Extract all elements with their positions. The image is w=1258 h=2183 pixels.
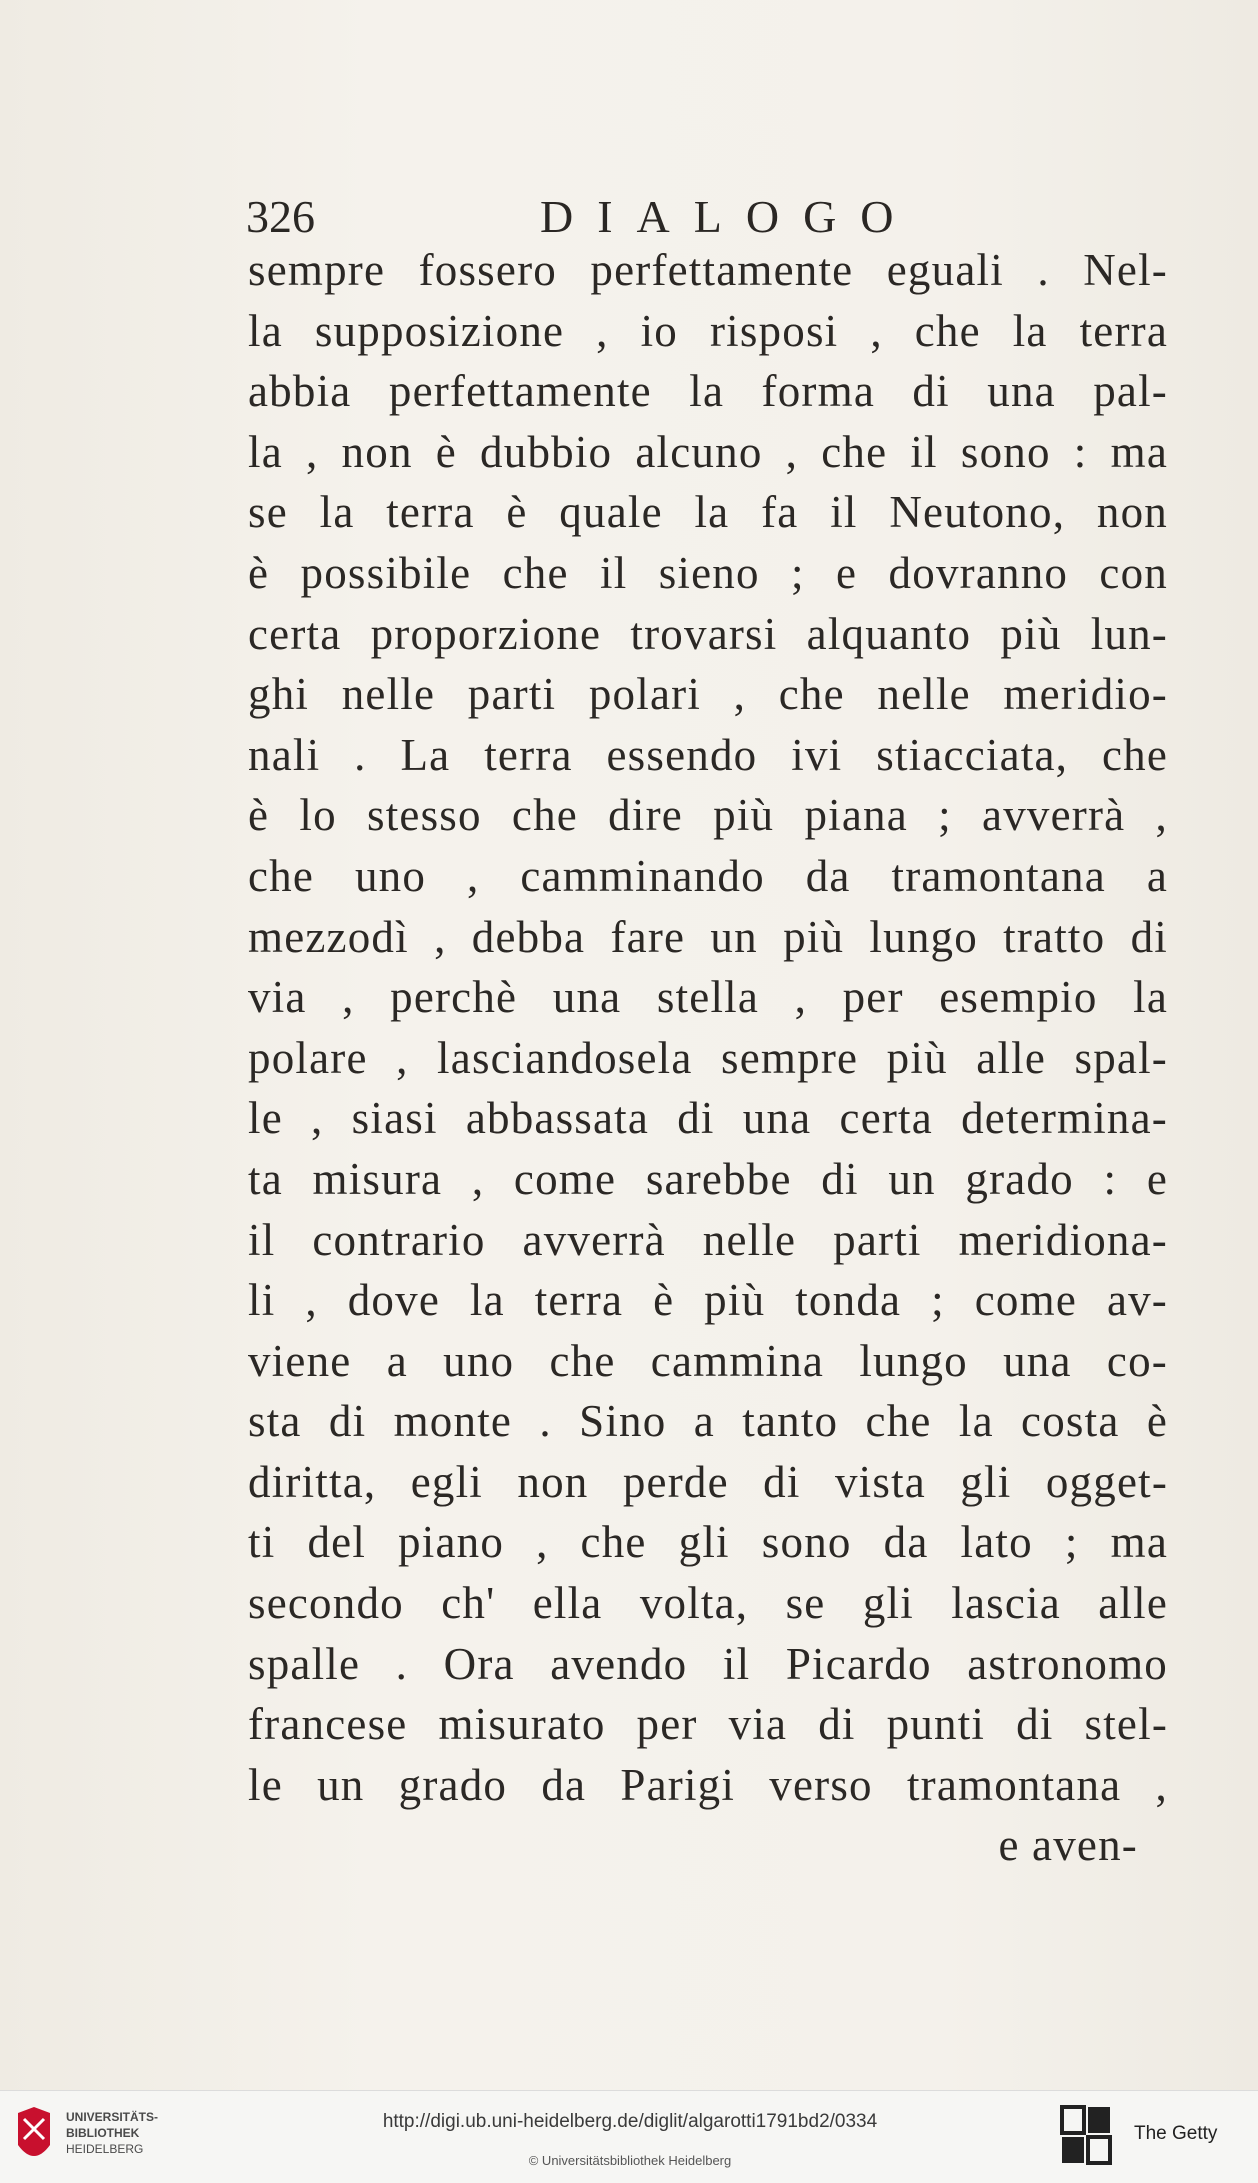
university-library-name	[66, 2109, 158, 2157]
text-line: ghi nelle parti polari , che nelle meridio-	[248, 669, 1168, 720]
university-library-logo-icon	[14, 2105, 54, 2169]
text-line: diritta, egli non perde di vista gli ogget-	[248, 1456, 1168, 1507]
viewer-footer	[0, 2090, 1258, 2183]
copyright-notice: © Universitätsbibliothek Heidelberg	[528, 2153, 732, 2168]
permalink-url[interactable]: http://digi.ub.uni-heidelberg.de/diglit/algarotti1791bd2/0334	[382, 2111, 878, 2132]
text-line: le , siasi abbassata di una certa determina-	[248, 1093, 1168, 1144]
page-number: 326	[246, 191, 315, 242]
text-line: ta misura , come sarebbe di un grado : e	[248, 1153, 1168, 1204]
text-line: via , perchè una stella , per esempio la	[248, 972, 1168, 1023]
text-line: il contrario avverrà nelle parti meridiona-	[248, 1214, 1168, 1265]
text-line: mezzodì , debba fare un più lungo tratto di	[248, 911, 1168, 962]
text-line: secondo ch' ella volta, se gli lascia alle	[248, 1578, 1168, 1629]
university-name-line: UNIVERSITÄTS-	[66, 2110, 159, 2124]
partner-name: The Getty	[1134, 2123, 1218, 2144]
university-name-line: HEIDELBERG	[66, 2142, 144, 2156]
text-line: abbia perfettamente la forma di una pal-	[248, 366, 1168, 417]
text-line: la , non è dubbio alcuno , che il sono : ma	[248, 426, 1168, 477]
body-text	[248, 240, 1168, 1876]
university-name-line: BIBLIOTHEK	[66, 2126, 140, 2140]
text-line: è lo stesso che dire più piana ; avverrà ,	[248, 790, 1168, 841]
text-line: la supposizione , io risposi , che la terra	[248, 305, 1168, 356]
text-line: sempre fossero perfettamente eguali . Nel-	[248, 245, 1168, 295]
text-line: li , dove la terra è più tonda ; come av-	[248, 1275, 1168, 1326]
text-line: polare , lasciandosela sempre più alle spal-	[248, 1032, 1168, 1083]
text-line: nali . La terra essendo ivi stiacciata, che	[248, 729, 1168, 780]
catchword: e aven-	[998, 1820, 1138, 1871]
getty-logo-icon	[1060, 2105, 1112, 2167]
text-line: viene a uno che cammina lungo una co-	[248, 1335, 1168, 1386]
text-line: è possibile che il sieno ; e dovranno con	[248, 547, 1168, 598]
text-line: se la terra è quale la fa il Neutono, non	[248, 487, 1168, 538]
running-title: DIALOGO	[540, 191, 918, 242]
text-line: certa proporzione trovarsi alquanto più lun-	[248, 608, 1168, 659]
text-line: spalle . Ora avendo il Picardo astronomo	[248, 1638, 1168, 1689]
text-line: ti del piano , che gli sono da lato ; ma	[248, 1517, 1168, 1568]
text-line: francese misurato per via di punti di stel-	[248, 1699, 1168, 1750]
text-line: sta di monte . Sino a tanto che la costa è	[248, 1396, 1168, 1447]
text-line: le un grado da Parigi verso tramontana ,	[248, 1759, 1168, 1810]
text-line: che uno , camminando da tramontana a	[248, 850, 1168, 901]
